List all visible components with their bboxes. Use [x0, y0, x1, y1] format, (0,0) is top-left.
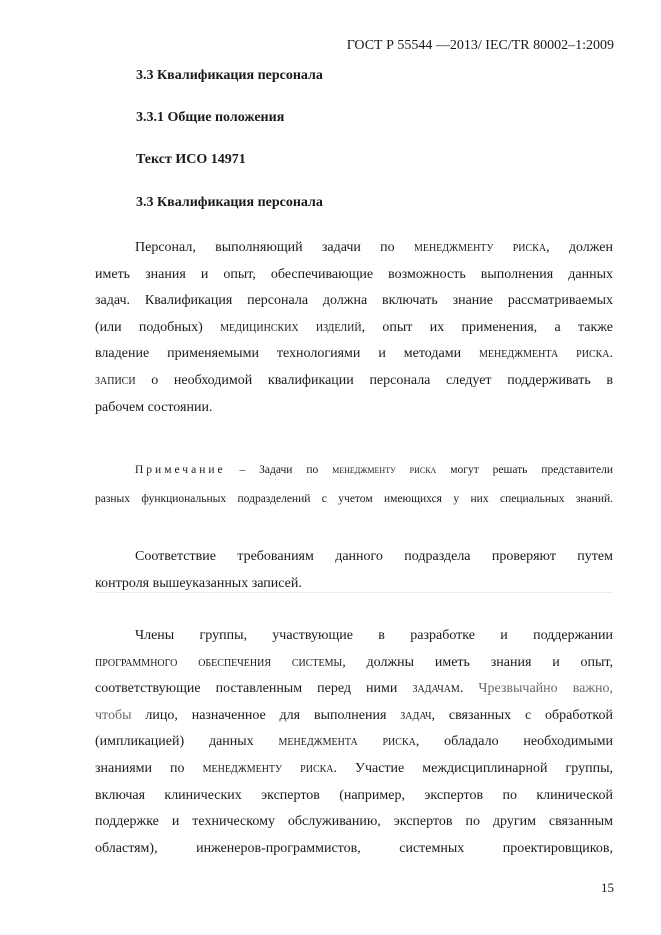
text-line: контроля вышеуказанных записей. — [95, 576, 302, 591]
section-heading: 3.3 Квалификация персонала — [136, 68, 323, 83]
text-line: рабочем состоянии. — [95, 399, 213, 415]
divider — [95, 592, 613, 593]
quoted-section-heading: 3.3 Квалификация персонала — [136, 195, 323, 210]
note-line: разных функциональных подразделений с учетом имеющихся у них специальных знаний. — [95, 493, 613, 505]
text-line: включая клинических экспертов (например, экспертов по клинической — [95, 787, 613, 803]
text-line: Персонал, выполняющий задачи по менеджменту риска, должен — [135, 240, 613, 255]
subsection-heading: 3.3.1 Общие положения — [136, 110, 285, 125]
page-number: 15 — [601, 880, 614, 895]
text-line: соответствующие поставленным перед ними задачам. Чрезвычайно важно, — [95, 681, 614, 697]
paragraph-team — [95, 623, 613, 862]
text-line: задач. Квалификация персонала должна включать знание рассматриваемых — [95, 293, 613, 309]
text-line: областям), инженеров-программистов, системных проектировщиков, — [95, 840, 613, 856]
note-block — [95, 456, 613, 514]
text-line: программного обеспечения системы, должны иметь знания и опыт, — [95, 654, 613, 670]
text-line: (или подобных) медицинских изделий, опыт их применения, а также — [95, 319, 613, 335]
text-line: записи о необходимой квалификации персонала следует поддерживать в — [95, 372, 613, 388]
text-line: поддержке и техническому обслуживанию, экспертов по другим связанным — [95, 814, 613, 830]
note-line: Примечание – Задачи по менеджменту риска могут решать представители — [135, 464, 614, 476]
text-line: владение применяемыми технологиями и методами менеджмента риска. — [95, 346, 613, 362]
text-line: знаниями по менеджменту риска. Участие междисциплинарной группы, — [95, 760, 613, 776]
text-line: чтобы лицо, назначенное для выполнения задач, связанных с обработкой — [95, 707, 614, 723]
text-line: Соответствие требованиям данного подраздела проверяют путем — [135, 549, 613, 564]
document-header: ГОСТ Р 55544 —2013/ IEC/TR 80002–1:2009 — [346, 38, 614, 53]
paragraph-personnel — [95, 235, 613, 421]
paragraph-compliance — [95, 543, 613, 597]
text-line: иметь знания и опыт, обеспечивающие возможность выполнения данных — [95, 266, 613, 282]
source-text-heading: Текст ИСО 14971 — [136, 152, 246, 167]
text-line: (импликацией) данных менеджмента риска, обладало необходимыми — [95, 734, 614, 750]
text-line: Члены группы, участвующие в разработке и поддержании — [135, 628, 613, 643]
